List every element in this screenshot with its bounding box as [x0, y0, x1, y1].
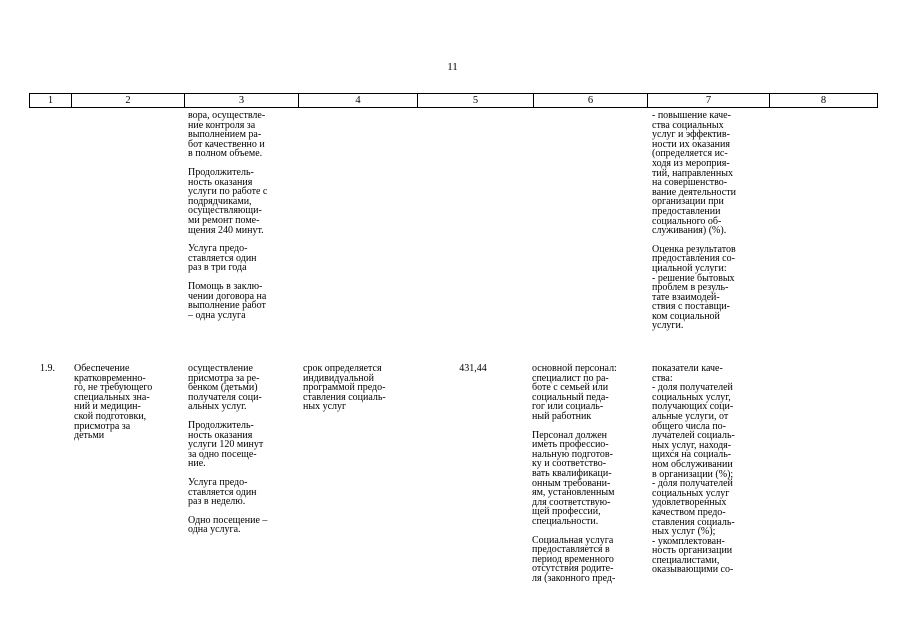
- cell-paragraph: Услуга предо- ставляется один раз в неделю.: [188, 476, 257, 508]
- cell-paragraph: Персонал должен иметь профессио- нальную подготов- ку и соответство- вать квалификаци- онным требовани- ям, установленным для соответствую- щей профессии, специальности.: [532, 429, 615, 527]
- cell-paragraph: Помощь в заклю- чении договора на выполнение работ – одна услуга: [188, 280, 267, 321]
- header-col-6: 6: [587, 95, 594, 106]
- header-col-7: 7: [705, 95, 712, 106]
- header-col-5: 5: [472, 95, 479, 106]
- row-number: 1.9.: [40, 363, 55, 374]
- cell-paragraph: Социальная услуга предоставляется в период временного отсутствия родите- ля (законного пред-: [532, 534, 616, 584]
- header-col-2: 2: [125, 95, 131, 106]
- continued-row-col3: [188, 111, 298, 320]
- cell-paragraph: вора, осуществле- ние контроля за выполнением ра- бот качественно и в полном объеме.: [188, 110, 266, 160]
- cell-paragraph: Продолжитель- ность оказания услуги 120 минут за одно посеще- ние.: [188, 419, 264, 470]
- header-col-3: 3: [238, 95, 245, 106]
- header-col-4: 4: [355, 95, 361, 106]
- cell-paragraph: осуществление присмотра за ре- бенком (детьми) получателя соци- альных услуг.: [188, 363, 262, 413]
- service-term: срок определяется индивидуальной программой предо- ставления социаль- ных услуг: [303, 363, 386, 413]
- header-col-8: 8: [820, 95, 827, 106]
- cell-paragraph: основной персонал: специалист по ра- боте с семьей или социальный педа- гог или социаль- ный работник: [532, 363, 617, 422]
- header-col-1: 1: [47, 95, 54, 106]
- service-name: Обеспечение кратковременно- го, не требующего специальных зна- ний и медицин- ской подготовки, присмотра за детьми: [74, 363, 153, 442]
- service-tariff: 431,44: [459, 363, 487, 374]
- cell-paragraph: Одно посещение – одна услуга.: [188, 514, 268, 536]
- service-description: [188, 364, 298, 535]
- table-header-row: [29, 93, 878, 108]
- cell-paragraph: Оценка результатов предоставления со- циальной услуги: - решение бытовых проблем в резуль- тате взаимодей- ствия с поставщи- ком социальной услуги.: [652, 243, 736, 332]
- service-conditions: [532, 364, 647, 583]
- cell-paragraph: - повышение каче- ства социальных услуг и эффектив- ности их оказания (определяется ис- ходя из мероприя- тий, направленных на совершенство- вание деятельности организации при предоставлении социального об- служивания) (%).: [652, 110, 736, 237]
- quality-indicators: показатели каче- ства: - доля получателей социальных услуг, получающих соци- альные услуги, от общего числа по- лучателей социаль- ных услуг, находя- щихся на социаль- ном обслуживании в организации (%); - доля получателей социальных услуг удовлетворенных качеством предо- ставления социаль- ных услуг (%); - укомплектован- ность организации специалистами, оказывающими со-: [652, 363, 735, 576]
- cell-paragraph: Продолжитель- ность оказания услуги по работе с подрядчиками, осуществляющи- ми ремонт поме- щения 240 минут.: [188, 166, 268, 236]
- page-number: 11: [447, 61, 458, 73]
- cell-paragraph: Услуга предо- ставляется один раз в три года: [188, 243, 257, 274]
- continued-row-col7: [652, 111, 770, 331]
